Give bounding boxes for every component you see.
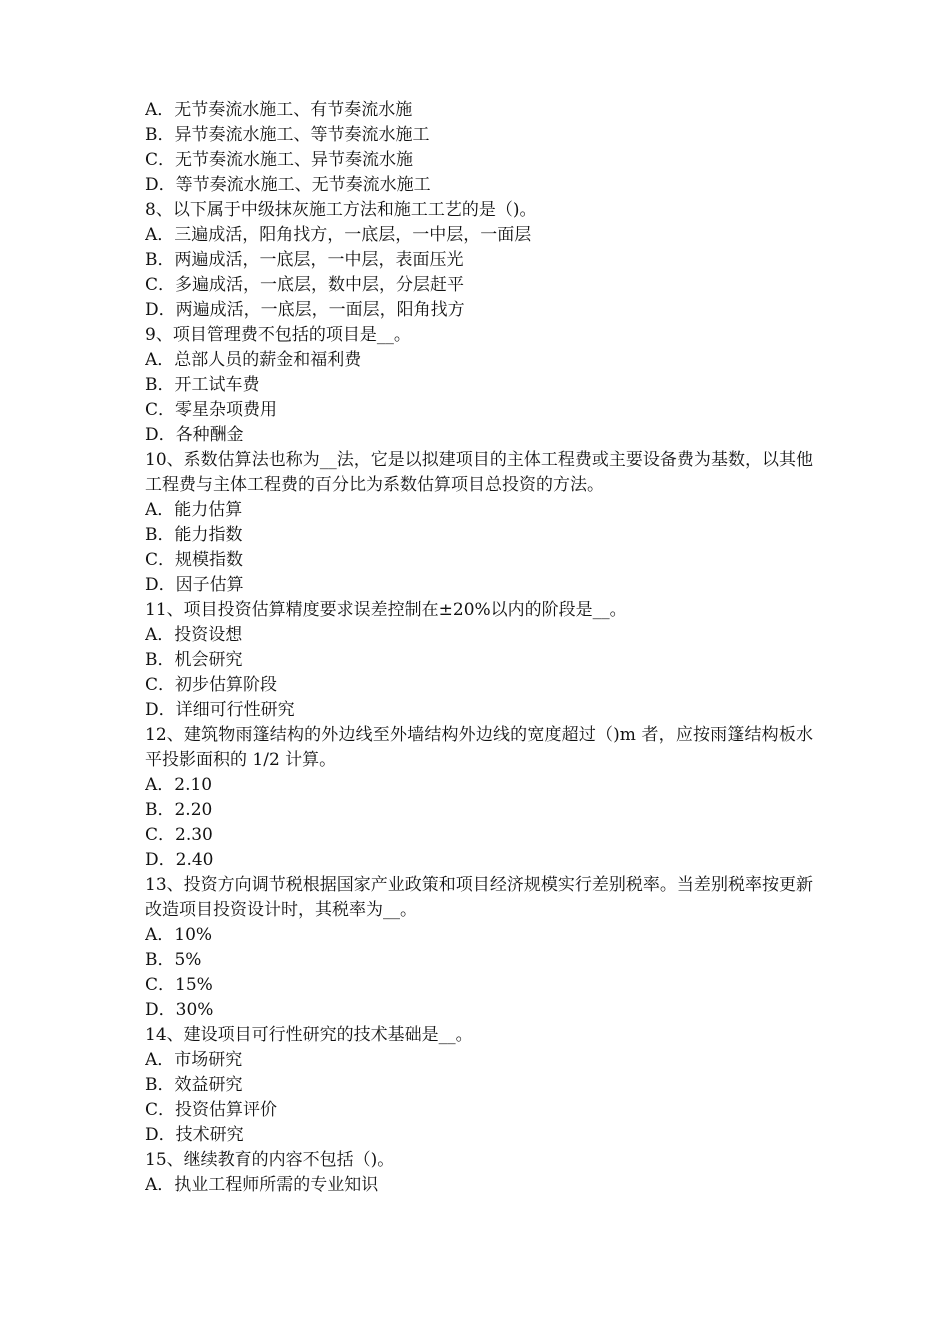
question-text: 13、投资方向调节税根据国家产业政策和项目经济规模实行差别税率。当差别税率按更新改造项目投资设计时，其税率为__。 [145, 875, 813, 920]
answer-option: C．多遍成活，一底层，数中层，分层赶平 [145, 275, 465, 295]
answer-option: A．无节奏流水施工、有节奏流水施 [145, 100, 413, 120]
answer-option: A．市场研究 [145, 1050, 243, 1070]
answer-option: D．因子估算 [145, 575, 244, 595]
answer-option: D．2.40 [145, 850, 214, 870]
question-text: 10、系数估算法也称为__法，它是以拟建项目的主体工程费或主要设备费为基数，以其他工程费与主体工程费的百分比为系数估算项目总投资的方法。 [145, 450, 813, 495]
question-text: 11、项目投资估算精度要求误差控制在±20%以内的阶段是__。 [145, 600, 627, 620]
answer-option: A．总部人员的薪金和福利费 [145, 350, 362, 370]
answer-option: C．零星杂项费用 [145, 400, 278, 420]
answer-option: B．效益研究 [145, 1075, 243, 1095]
question-text: 8、以下属于中级抹灰施工方法和施工工艺的是（)。 [145, 200, 537, 220]
answer-option: D．等节奏流水施工、无节奏流水施工 [145, 175, 431, 195]
question-text: 12、建筑物雨篷结构的外边线至外墙结构外边线的宽度超过（)m 者，应按雨篷结构板水平投影面积的 1/2 计算。 [145, 725, 813, 770]
answer-option: D．各种酬金 [145, 425, 244, 445]
question-text: 9、项目管理费不包括的项目是__。 [145, 325, 411, 345]
answer-option: C．规模指数 [145, 550, 244, 570]
answer-option: A．10% [145, 925, 213, 945]
answer-option: A．2.10 [145, 775, 213, 795]
answer-option: B．机会研究 [145, 650, 243, 670]
answer-option: C．2.30 [145, 825, 213, 845]
answer-option: D．详细可行性研究 [145, 700, 295, 720]
answer-option: A．三遍成活，阳角找方，一底层，一中层，一面层 [145, 225, 532, 245]
answer-option: B．5% [145, 950, 202, 970]
answer-option: A．能力估算 [145, 500, 243, 520]
answer-option: B．两遍成活，一底层，一中层，表面压光 [145, 250, 464, 270]
document-body [145, 98, 813, 1198]
answer-option: D．30% [145, 1000, 214, 1020]
answer-option: B．开工试车费 [145, 375, 260, 395]
answer-option: C．投资估算评价 [145, 1100, 278, 1120]
answer-option: B．能力指数 [145, 525, 243, 545]
answer-option: B．异节奏流水施工、等节奏流水施工 [145, 125, 430, 145]
answer-option: C．初步估算阶段 [145, 675, 278, 695]
question-text: 15、继续教育的内容不包括（)。 [145, 1150, 395, 1170]
answer-option: A．投资设想 [145, 625, 243, 645]
answer-option: C．15% [145, 975, 213, 995]
question-text: 14、建设项目可行性研究的技术基础是__。 [145, 1025, 473, 1045]
answer-option: C．无节奏流水施工、异节奏流水施 [145, 150, 414, 170]
answer-option: A．执业工程师所需的专业知识 [145, 1175, 379, 1195]
answer-option: D．技术研究 [145, 1125, 244, 1145]
answer-option: D．两遍成活，一底层，一面层，阳角找方 [145, 300, 465, 320]
answer-option: B．2.20 [145, 800, 213, 820]
